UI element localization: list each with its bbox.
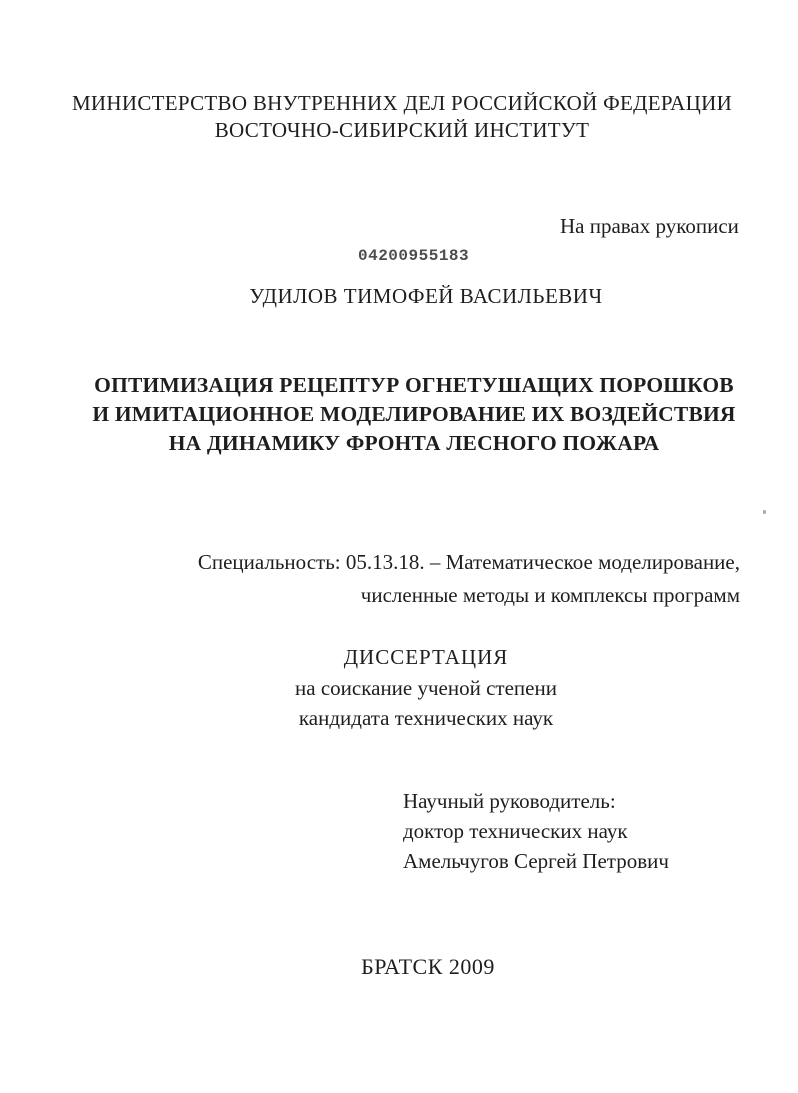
dissertation-title: [15, 371, 798, 458]
supervisor-label: Научный руководитель:: [403, 789, 616, 813]
ministry-header-line1: МИНИСТЕРСТВО ВНУТРЕННИХ ДЕЛ РОССИЙСКОЙ ФЕДЕРАЦИИ: [71, 91, 733, 115]
institute-header-line2: ВОСТОЧНО-СИБИРСКИЙ ИНСТИТУТ: [214, 118, 590, 142]
dissertation-title-line2: И ИМИТАЦИОННОЕ МОДЕЛИРОВАНИЕ ИХ ВОЗДЕЙСТВИЯ: [92, 402, 736, 426]
thesis-type-label: ДИССЕРТАЦИЯ: [343, 645, 509, 669]
supervisor-section: [403, 786, 669, 876]
specialty-line2: численные методы и комплексы программ: [360, 583, 740, 607]
ministry-header: [3, 90, 798, 144]
dissertation-title-line3: НА ДИНАМИКУ ФРОНТА ЛЕСНОГО ПОЖАРА: [168, 431, 660, 455]
thesis-degree-line3: кандидата технических наук: [298, 706, 554, 730]
thesis-degree-line2: на соискание ученой степени: [295, 675, 557, 700]
registration-number-stamp: 04200955183: [358, 247, 470, 265]
city-year: БРАТСК 2009: [361, 954, 495, 979]
scan-artifact-speck: [763, 510, 766, 514]
manuscript-rights-note: На правах рукописи: [560, 214, 739, 238]
author-name: УДИЛОВ ТИМОФЕЙ ВАСИЛЬЕВИЧ: [249, 284, 603, 308]
supervisor-degree: доктор технических наук: [403, 819, 628, 843]
dissertation-title-line1: ОПТИМИЗАЦИЯ РЕЦЕПТУР ОГНЕТУШАЩИХ ПОРОШКОВ: [94, 373, 734, 397]
thesis-degree-section: [27, 642, 798, 734]
supervisor-name: Амельчугов Сергей Петрович: [403, 849, 669, 873]
specialty-section: [198, 546, 740, 612]
specialty-line1: Специальность: 05.13.18. – Математическое моделирование,: [197, 550, 740, 574]
